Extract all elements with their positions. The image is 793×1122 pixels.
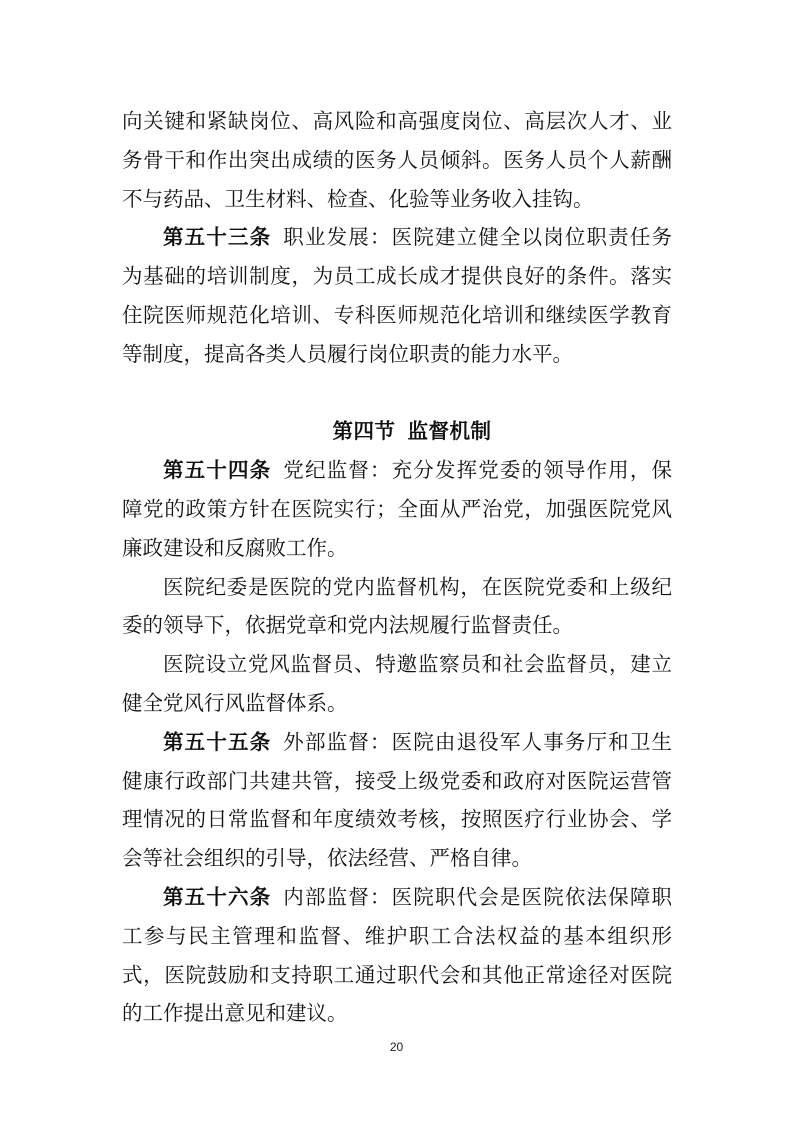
paragraph-discipline — [122, 568, 672, 646]
article-first-line — [122, 451, 672, 490]
article-54 — [122, 451, 672, 567]
text-line: 工参与民主管理和监督、维护职工合法权益的基本组织形 — [122, 923, 672, 948]
article-number: 第五十六条 — [163, 884, 272, 909]
text-line: 务骨干和作出突出成绩的医务人员倾斜。医务人员个人薪酬 — [122, 147, 672, 172]
section-spacer — [122, 374, 672, 413]
text-line: 医院设立党风监督员、特邀监察员和社会监督员，建立 — [163, 652, 672, 677]
paragraph-top — [122, 102, 672, 218]
article-number: 第五十四条 — [163, 458, 272, 483]
text-line: 为基础的培训制度，为员工成长成才提供良好的条件。落实 — [122, 264, 672, 289]
article-55 — [122, 723, 672, 878]
article-first-line — [122, 878, 672, 917]
section-number: 第四节 — [332, 419, 396, 444]
page-number: 20 — [389, 1040, 404, 1054]
article-text: 外部监督：医院由退役军人事务厅和卫生 — [283, 729, 673, 754]
text-line: 医院纪委是医院的党内监督机构，在医院党委和上级纪 — [163, 574, 672, 599]
article-53 — [122, 218, 672, 373]
article-text: 职业发展：医院建立健全以岗位职责任务 — [283, 225, 673, 250]
text-line: 障党的政策方针在医院实行；全面从严治党，加强医院党风 — [122, 496, 672, 521]
text-line: 的工作提出意见和建议。 — [122, 1001, 348, 1026]
paragraph-supervisors — [122, 645, 672, 723]
document-body — [122, 102, 672, 1033]
text-line: 健全党风行风监督体系。 — [122, 690, 348, 715]
text-line: 向关键和紧缺岗位、高风险和高强度岗位、高层次人才、业 — [122, 109, 672, 133]
text-line: 健康行政部门共建共管，接受上级党委和政府对医院运营管 — [122, 768, 672, 793]
text-line: 式，医院鼓励和支持职工通过职代会和其他正常途径对医院 — [122, 962, 672, 987]
section-title: 监督机制 — [407, 419, 492, 444]
text-line: 会等社会组织的引导，依法经营、严格自律。 — [122, 846, 532, 871]
article-text: 内部监督：医院职代会是医院依法保障职 — [283, 884, 673, 909]
article-first-line — [122, 723, 672, 762]
text-line: 理情况的日常监督和年度绩效考核，按照医疗行业协会、学 — [122, 807, 672, 832]
text-line: 不与药品、卫生材料、检查、化验等业务收入挂钩。 — [122, 186, 594, 211]
text-line: 住院医师规范化培训、专科医师规范化培训和继续医学教育 — [122, 302, 672, 327]
section-heading — [122, 412, 672, 451]
text-line: 等制度，提高各类人员履行岗位职责的能力水平。 — [122, 341, 573, 366]
article-number: 第五十五条 — [163, 729, 272, 754]
text-line: 廉政建设和反腐败工作。 — [122, 535, 348, 560]
article-first-line — [122, 218, 672, 257]
text-line: 委的领导下，依据党章和党内法规履行监督责任。 — [122, 613, 573, 638]
article-number: 第五十三条 — [163, 225, 272, 250]
article-text: 党纪监督：充分发挥党委的领导作用，保 — [283, 458, 673, 483]
article-56 — [122, 878, 672, 1033]
